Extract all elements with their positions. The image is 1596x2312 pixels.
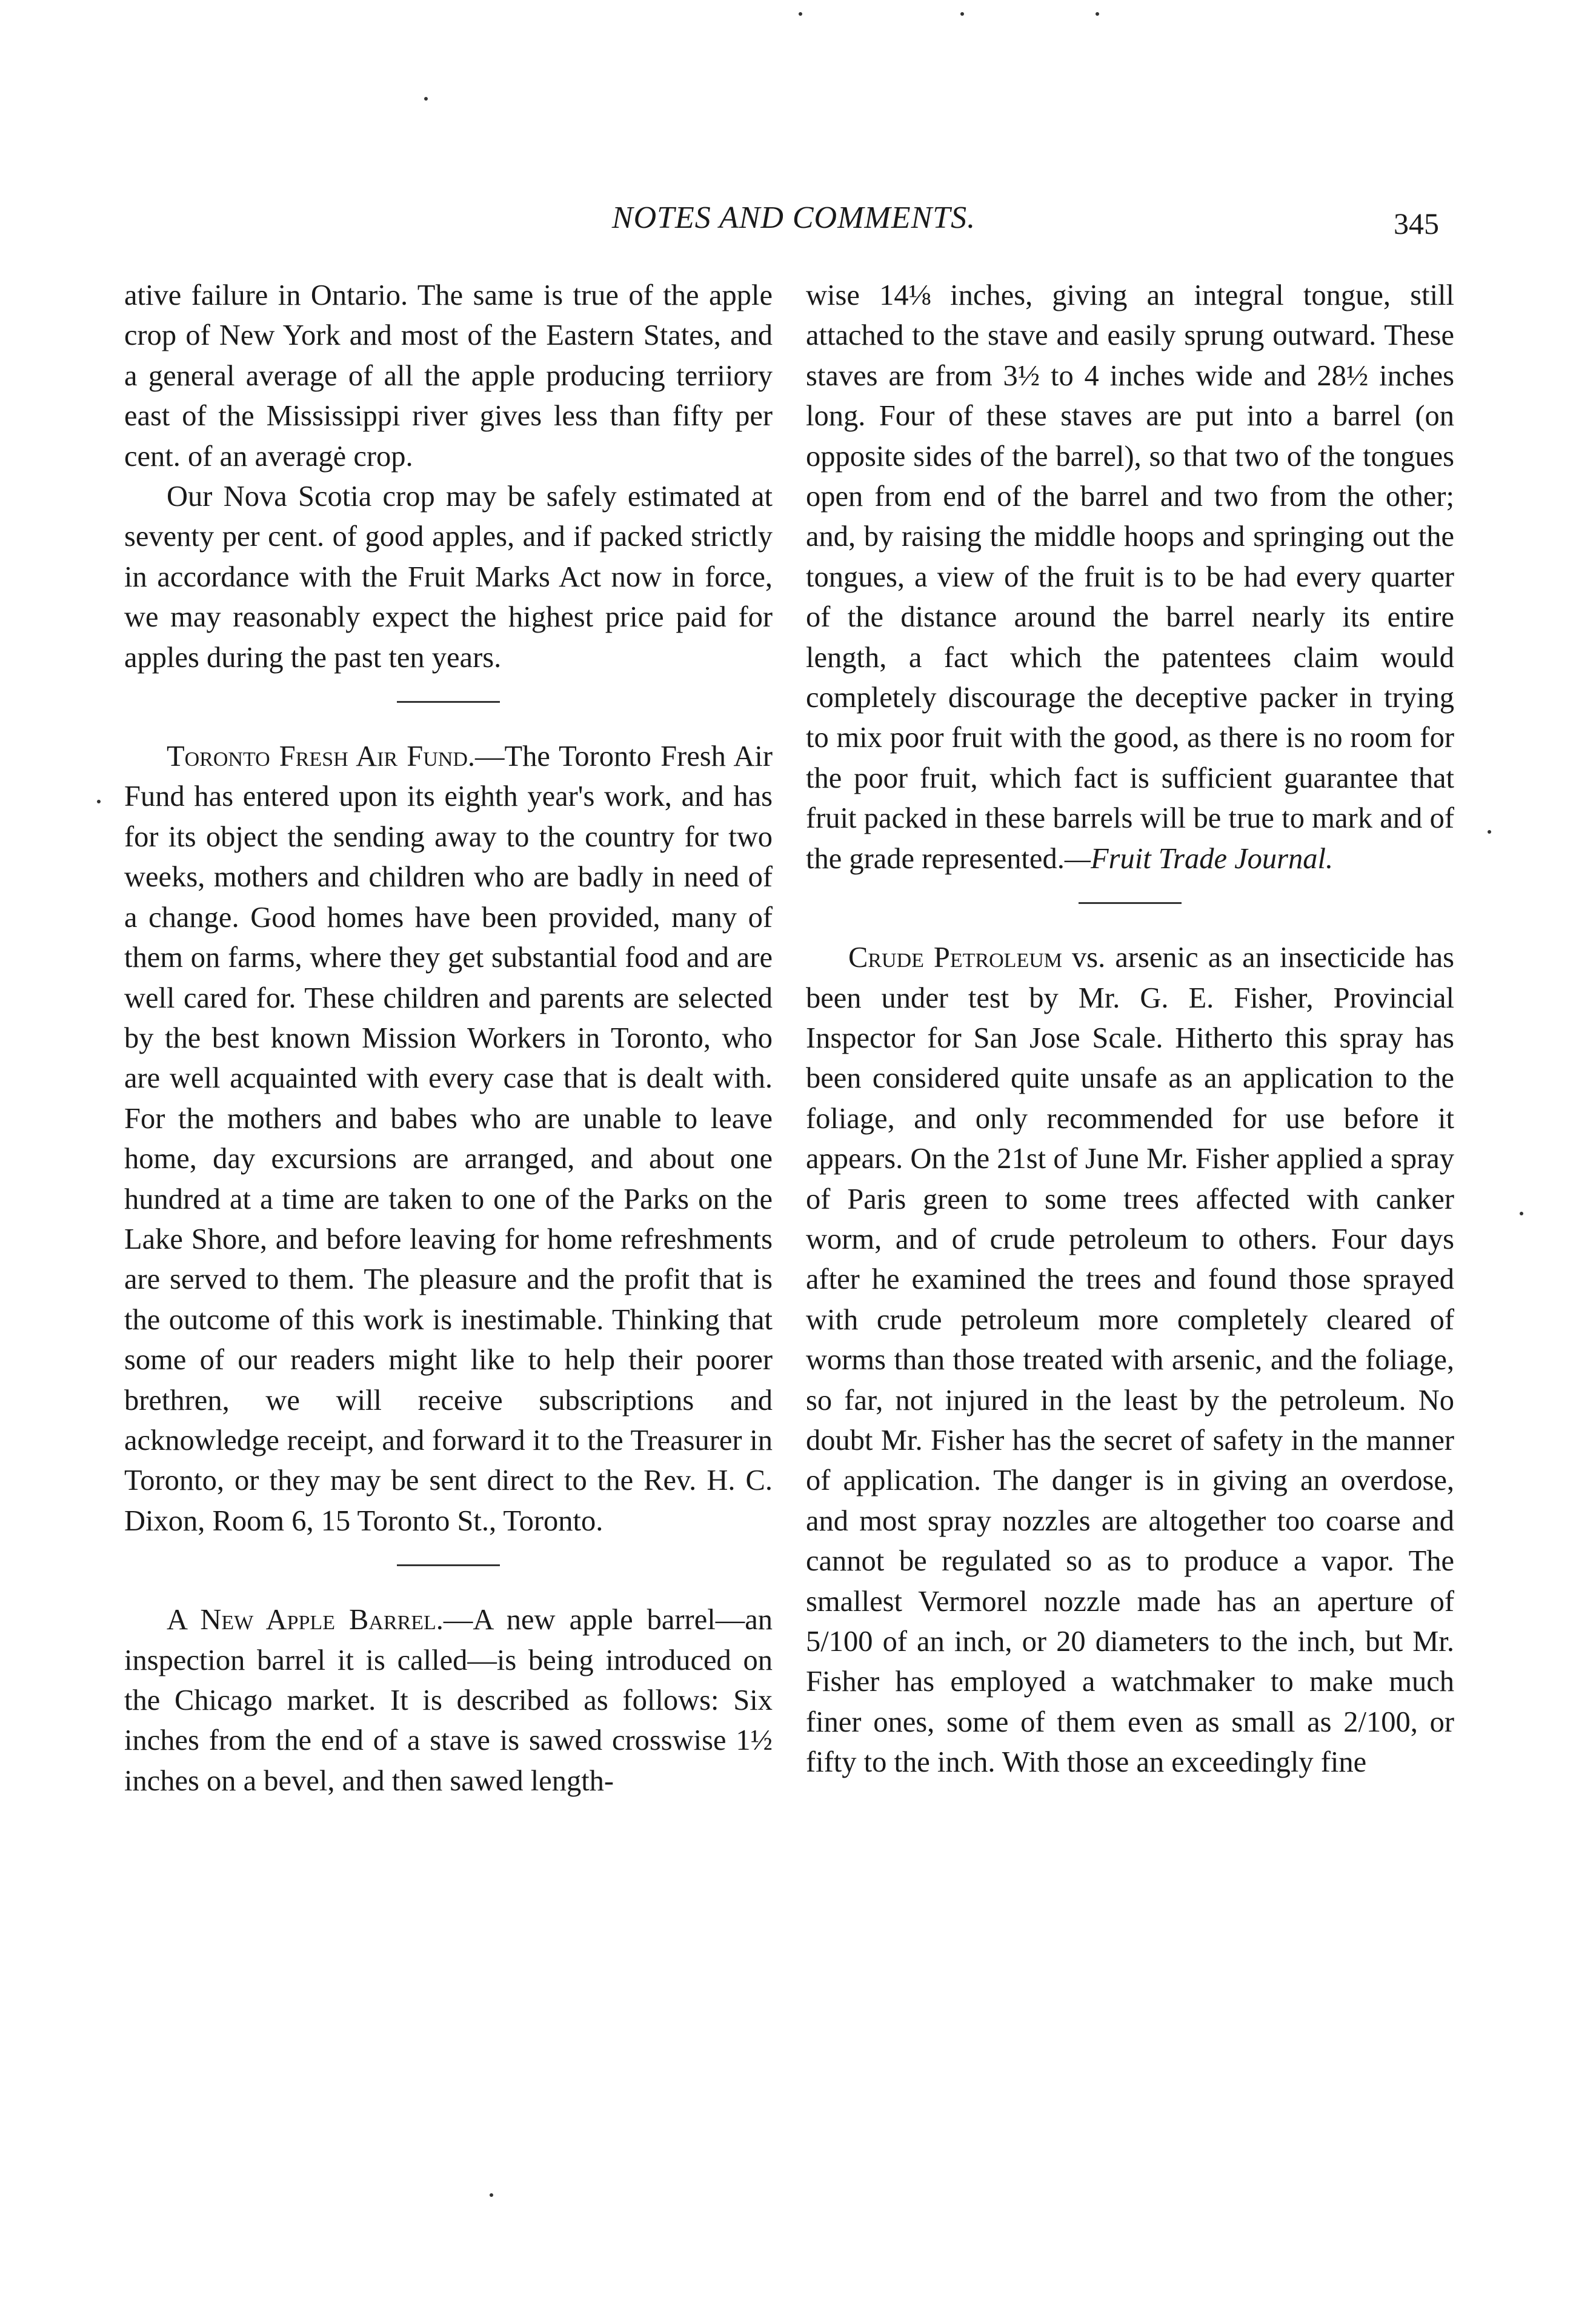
scan-speck [960,12,964,16]
scan-speck [1488,830,1491,834]
paragraph [806,276,1454,879]
article-body: —A new apple barrel—an inspection barrel it is called—is being introduced on the Chicago market. It is described as follows: Six inches from the end of a stave is sawed crosswise 1½ inches on a bevel, and then sawed length- [124,1604,773,1797]
right-column [806,276,1454,1783]
running-header: NOTES AND COMMENTS. [611,201,976,235]
section-divider [397,1564,500,1566]
scan-speck [1520,1212,1523,1215]
article-crude-petroleum [806,938,1454,1783]
article-body: —The Toronto Fresh Air Fund has entered upon its eighth year's work, and has for its object the sending away to the country for two weeks, mothers and children who are badly in need of a change. Good homes have been provided, many of them on farms, where they get substantial food and are well cared for. These children and parents are selected by the best known Mission Workers in Toronto, who are well acquainted with every case that is dealt with. For the mothers and babes who are unable to leave home, day excursions are arranged, and about one hundred at a time are taken to one of the Parks on the Lake Shore, and before leaving for home refreshments are served to them. The pleasure and the profit that is the outcome of this work is inestimable. Thinking that some of our readers might like to help their poorer brethren, we will receive subscriptions and acknowledge receipt, and forward it to the Treasurer in Toronto, or they may be sent direct to the Rev. H. C. Dixon, Room 6, 15 Toronto St., Toronto. [124,740,773,1537]
paragraph: Our Nova Scotia crop may be safely estimated at seventy per cent. of good apples, and if packed strictly in accordance with the Fruit Marks Act now in force, we may reasonably expect the highest price paid for apples during the past ten years. [124,480,773,674]
left-column [124,276,773,1801]
page-number: 345 [1394,207,1439,241]
article-body: vs. arsenic as an insecticide has been under test by Mr. G. E. Fisher, Provincial Inspector for San Jose Scale. Hitherto this spray has been considered quite unsafe as an application to the foliage, and only recommended for use before it appears. On the 21st of June Mr. Fisher applied a spray of Paris green to some trees affected with canker worm, and of crude petroleum to others. Four days after he examined the trees and found those sprayed with crude petroleum more completely cleared of worms than those treated with arsenic, and the foliage, so far, not injured in the least by the petroleum. No doubt Mr. Fisher has the secret of safety in the manner of application. The danger is in giving an overdose, and most spray nozzles are altogether too coarse and cannot be regulated so as to produce a vapor. The smallest Vermorel nozzle made has an aperture of 5/100 of an inch, or 20 diameters to the inch, but Mr. Fisher has employed a watchmaker to make much finer ones, some of them even as small as 2/100, or fifty to the inch. With those an exceedingly fine [806,942,1455,1779]
section-divider [1079,902,1182,904]
scan-speck [97,800,101,803]
article-heading: A New Apple Barrel. [167,1604,444,1636]
article-body: wise 14⅛ inches, giving an integral tongue, still attached to the stave and easily sprung outward. These staves are from 3½ to 4 inches wide and 28½ inches long. Four of these staves are put into a barrel (on opposite sides of the barrel), so that two of the tongues open from end of the barrel and two from the other; and, by raising the middle hoops and springing out the tongues, a view of the fruit is to be had every quarter of the distance around the barrel nearly its entire length, a fact which the patentees claim would completely discourage the deceptive packer in trying to mix poor fruit with the good, as there is no room for the poor fruit, which fact is sufficient guarantee that fruit packed in these barrels will be true to mark and of the grade represented. [806,279,1454,875]
article-toronto-fresh-air-fund [124,737,773,1541]
paragraph: ative failure in Ontario. The same is true of the apple crop of New York and most of the Eastern States, and a general average of all the apple producing terriiory east of the Mississippi river gives less than fifty per cent. of an averagė crop. [124,279,773,473]
article-new-apple-barrel [124,1600,773,1801]
scan-speck [490,2193,493,2197]
source-citation: —Fruit Trade Journal. [1064,842,1334,875]
scan-speck [424,97,428,101]
section-divider [397,701,500,703]
scan-speck [799,12,802,16]
article-heading: Toronto Fresh Air Fund. [167,740,475,773]
scan-speck [1096,12,1099,16]
article-heading: Crude Petroleum [848,942,1063,974]
